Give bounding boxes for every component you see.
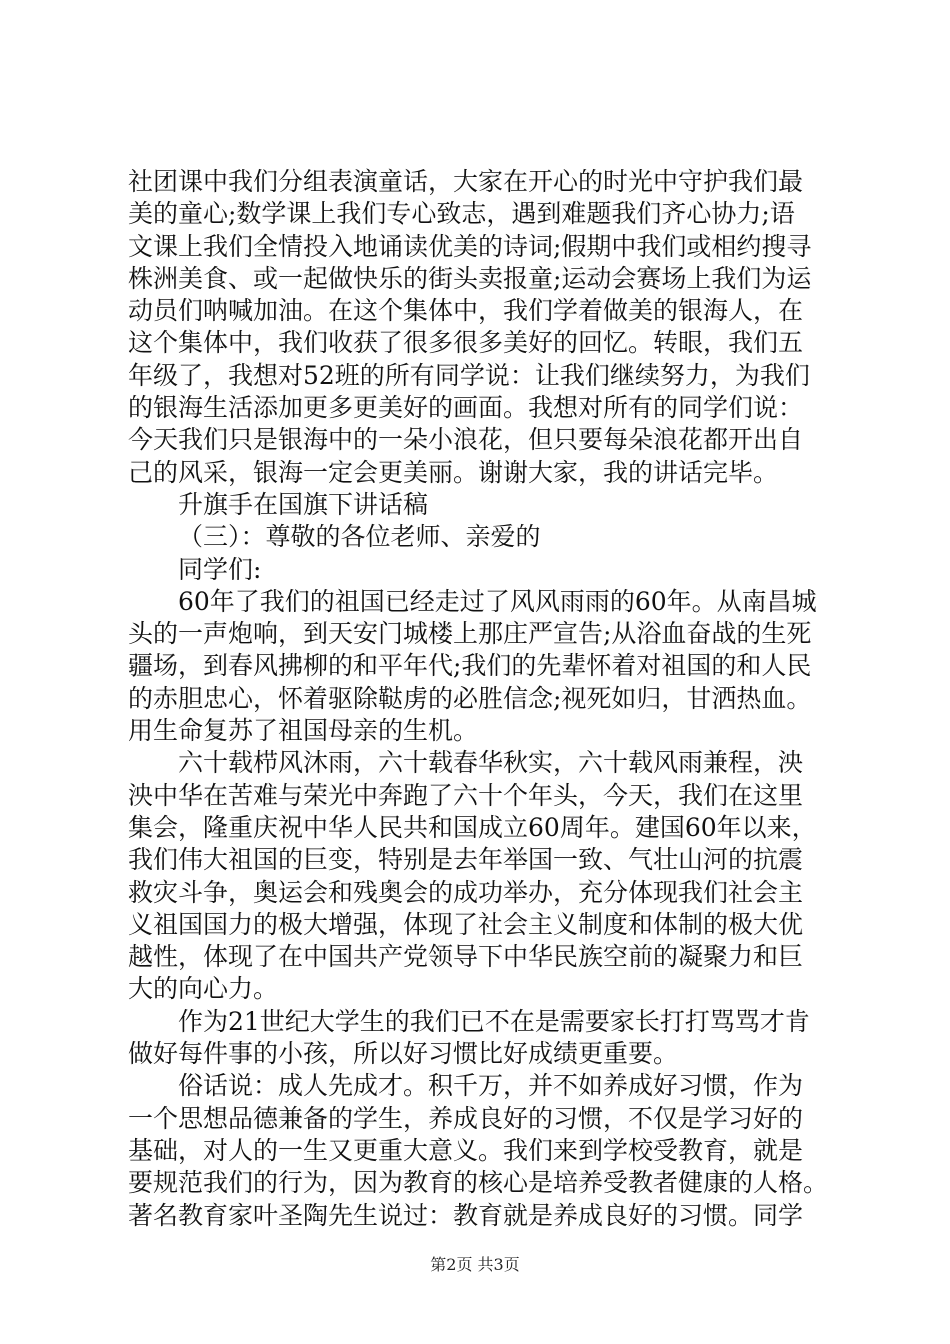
text-line: 越性，体现了在中国共产党领导下中华民族空前的凝聚力和巨 — [128, 942, 804, 972]
text-line: 基础，对人的一生又更重大意义。我们来到学校受教育，就是 — [128, 1135, 804, 1165]
text-line: 的银海生活添加更多更美好的画面。我想对所有的同学们说： — [128, 393, 804, 423]
text-line: 动员们呐喊加油。在这个集体中，我们学着做美的银海人，在 — [128, 296, 804, 326]
text-line: 株洲美食、或一起做快乐的街头卖报童;运动会赛场上我们为运 — [128, 263, 812, 293]
text-line: 泱中华在苦难与荣光中奔跑了六十个年头，今天，我们在这里 — [128, 780, 804, 810]
text-line: 文课上我们全情投入地诵读优美的诗词;假期中我们或相约搜寻 — [128, 231, 812, 261]
text-line: 用生命复苏了祖国母亲的生机。 — [128, 716, 479, 746]
text-line: 这个集体中，我们收获了很多很多美好的回忆。转眼，我们五 — [128, 328, 804, 358]
paragraph-start: 俗话说：成人先成才。积千万，并不如养成好习惯，作为 — [178, 1071, 804, 1101]
page-number: 第2页 共3页 — [430, 1255, 520, 1274]
paragraph-start: 60年了我们的祖国已经走过了风风雨雨的60年。从南昌城 — [178, 586, 817, 616]
text-line: 年级了，我想对52班的所有同学说：让我们继续努力，为我们 — [128, 360, 810, 390]
text-line: 疆场，到春风拂柳的和平年代;我们的先辈怀着对祖国的和人民 — [128, 651, 812, 681]
text-line: 己的风采，银海一定会更美丽。谢谢大家，我的讲话完毕。 — [128, 457, 779, 487]
text-line: 集会，隆重庆祝中华人民共和国成立60周年。建国60年以来， — [128, 812, 817, 842]
paragraph-start: 六十载栉风沐雨，六十载春华秋实，六十载风雨兼程，泱 — [178, 748, 804, 778]
text-line: 救灾斗争，奥运会和残奥会的成功举办，充分体现我们社会主 — [128, 877, 804, 907]
paragraph-start: 作为21世纪大学生的我们已不在是需要家长打打骂骂才肯 — [178, 1006, 810, 1036]
speech-title: 升旗手在国旗下讲话稿 — [178, 489, 429, 519]
text-line: 社团课中我们分组表演童话，大家在开心的时光中守护我们最 — [128, 167, 804, 196]
text-line: 美的童心;数学课上我们专心致志，遇到难题我们齐心协力;语 — [128, 199, 795, 229]
text-line: 一个思想品德兼备的学生，养成良好的习惯，不仅是学习好的 — [128, 1103, 804, 1133]
speech-subtitle: （三）：尊敬的各位老师、亲爱的 — [178, 522, 541, 552]
text-line: 著名教育家叶圣陶先生说过：教育就是养成良好的习惯。同学 — [128, 1200, 804, 1230]
text-line: 我们伟大祖国的巨变，特别是去年举国一致、气壮山河的抗震 — [128, 845, 804, 875]
salutation: 同学们: — [178, 554, 262, 584]
text-line: 大的向心力。 — [128, 974, 279, 1004]
text-line: 的赤胆忠心，怀着驱除鞑虏的必胜信念;视死如归，甘洒热血。 — [128, 683, 812, 713]
text-line: 做好每件事的小孩，所以好习惯比好成绩更重要。 — [128, 1039, 679, 1069]
text-line: 头的一声炮响，到天安门城楼上那庄严宣告;从浴血奋战的生死 — [128, 619, 812, 649]
text-line: 今天我们只是银海中的一朵小浪花，但只要每朵浪花都开出自 — [128, 425, 804, 455]
text-line: 要规范我们的行为，因为教育的核心是培养受教者健康的人格。 — [128, 1168, 829, 1198]
document-body — [128, 166, 840, 1232]
text-line: 义祖国国力的极大增强，体现了社会主义制度和体制的极大优 — [128, 909, 804, 939]
